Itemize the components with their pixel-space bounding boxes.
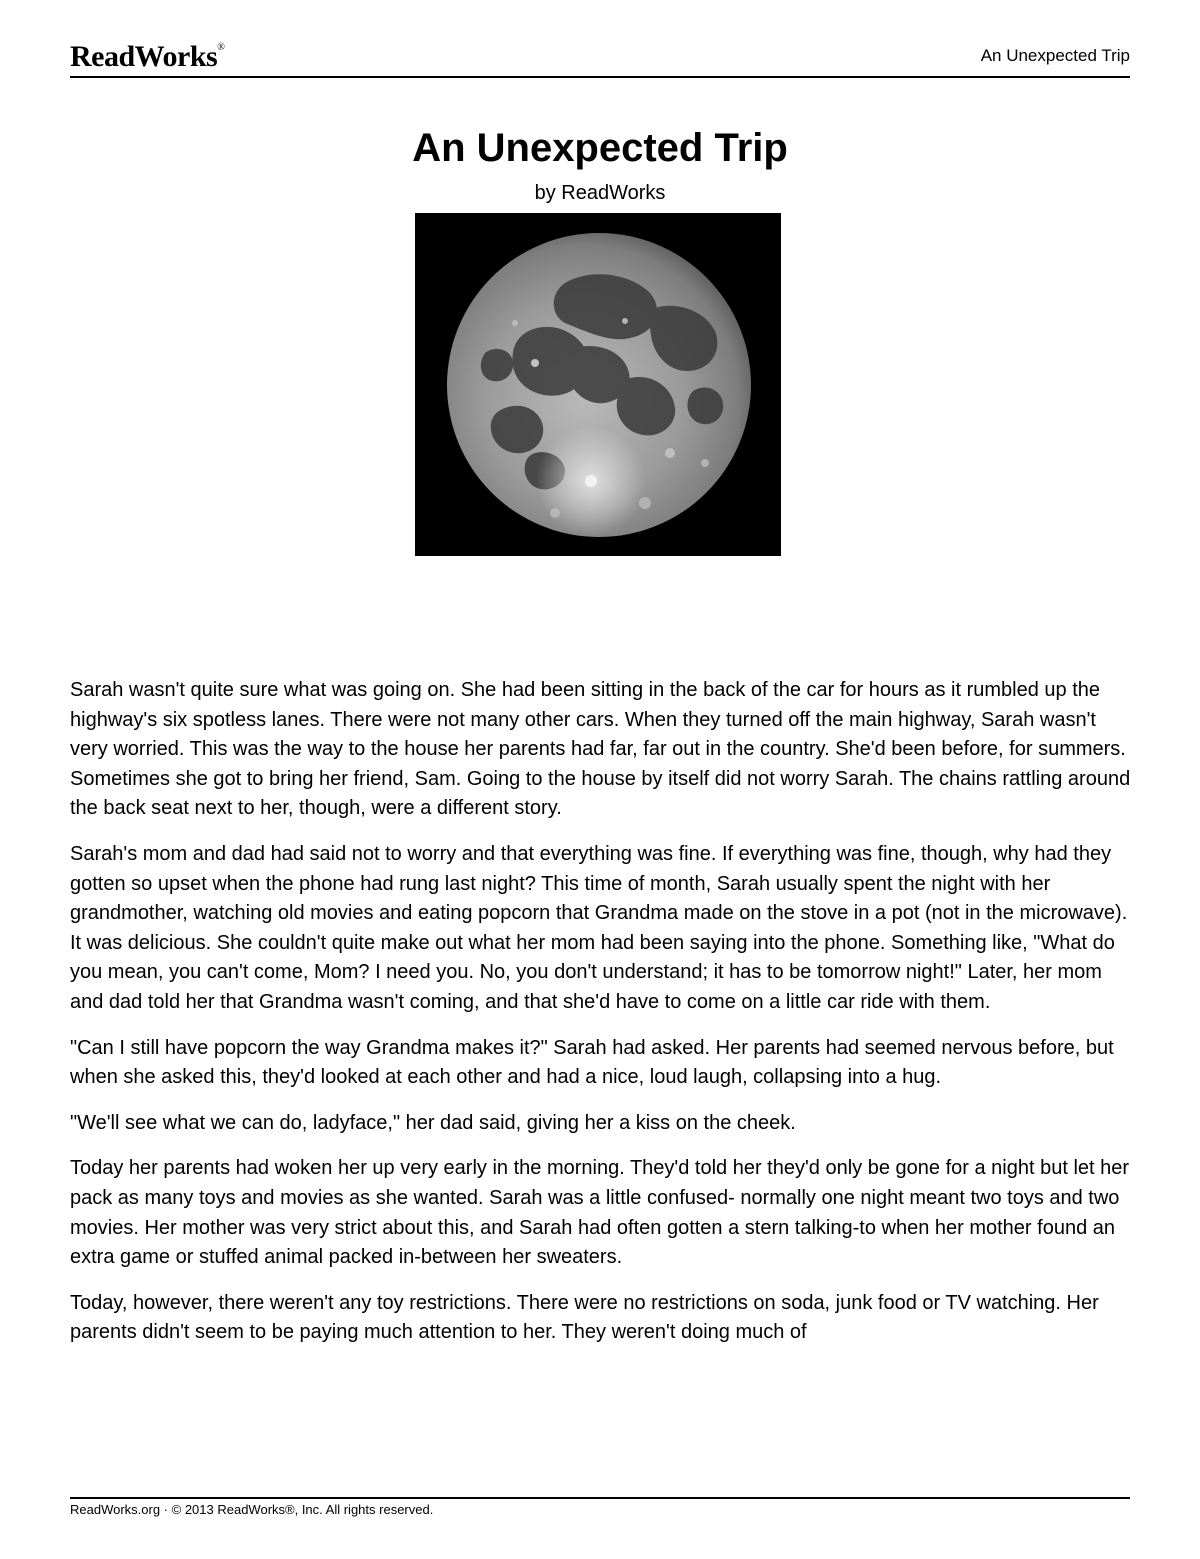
moon-image	[415, 213, 781, 556]
paragraph: Sarah's mom and dad had said not to worry and that everything was fine. If everything was fine, though, why had they gotten so upset when the phone had rung last night? This time of month, Sarah usually spent the night with her grandmother, watching old movies and eating popcorn that Grandma made on the stove in a pot (not in the microwave). It was delicious. She couldn't quite make out what her mom had been saying into the phone. Something like, "What do you mean, you can't come, Mom? I need you. No, you don't understand; it has to be tomorrow night!" Later, her mom and dad told her that Grandma wasn't coming, and that she'd have to come on a little car ride with them.	[70, 842, 1128, 1013]
paragraph: Today, however, there weren't any toy restrictions. There were no restrictions on soda, junk food or TV watching. Her parents didn't seem to be paying much attention to her. They weren't doing much of	[70, 1291, 1099, 1344]
header-doc-title: An Unexpected Trip	[980, 46, 1130, 65]
article-body	[70, 676, 1132, 1364]
paragraph: "Can I still have popcorn the way Grandma makes it?" Sarah had asked. Her parents had seemed nervous before, but when she asked this, they'd looked at each other and had a nice, loud laugh, collapsing into a hug.	[70, 1036, 1114, 1089]
article-title: An Unexpected Trip	[412, 126, 788, 170]
page-footer: ReadWorks.org · © 2013 ReadWorks®, Inc. All rights reserved.	[70, 1502, 434, 1517]
footer-divider	[70, 1497, 1130, 1499]
page-header	[70, 40, 1130, 78]
readworks-logo	[70, 40, 224, 74]
paragraph: Sarah wasn't quite sure what was going on. She had been sitting in the back of the car for hours as it rumbled up the highway's six spotless lanes. There were not many other cars. When they turned off the main highway, Sarah wasn't very worried. This was the way to the house her parents had far, far out in the country. She'd been before, for summers. Sometimes she got to bring her friend, Sam. Going to the house by itself did not worry Sarah. The chains rattling around the back seat next to her, though, were a different story.	[70, 679, 1131, 820]
registered-mark: ®	[217, 42, 225, 53]
article-byline: by ReadWorks	[534, 182, 666, 204]
moon-icon	[415, 213, 781, 556]
brand-name: ReadWorks	[70, 40, 218, 73]
paragraph: "We'll see what we can do, ladyface," her dad said, giving her a kiss on the cheek.	[70, 1111, 796, 1134]
paragraph: Today her parents had woken her up very early in the morning. They'd told her they'd only be gone for a night but let her pack as many toys and movies as she wanted. Sarah was a little confused- normally one night meant two toys and two movies. Her mother was very strict about this, and Sarah had often gotten a stern talking-to when her mother found an extra game or stuffed animal packed in-between her sweaters.	[70, 1157, 1130, 1269]
